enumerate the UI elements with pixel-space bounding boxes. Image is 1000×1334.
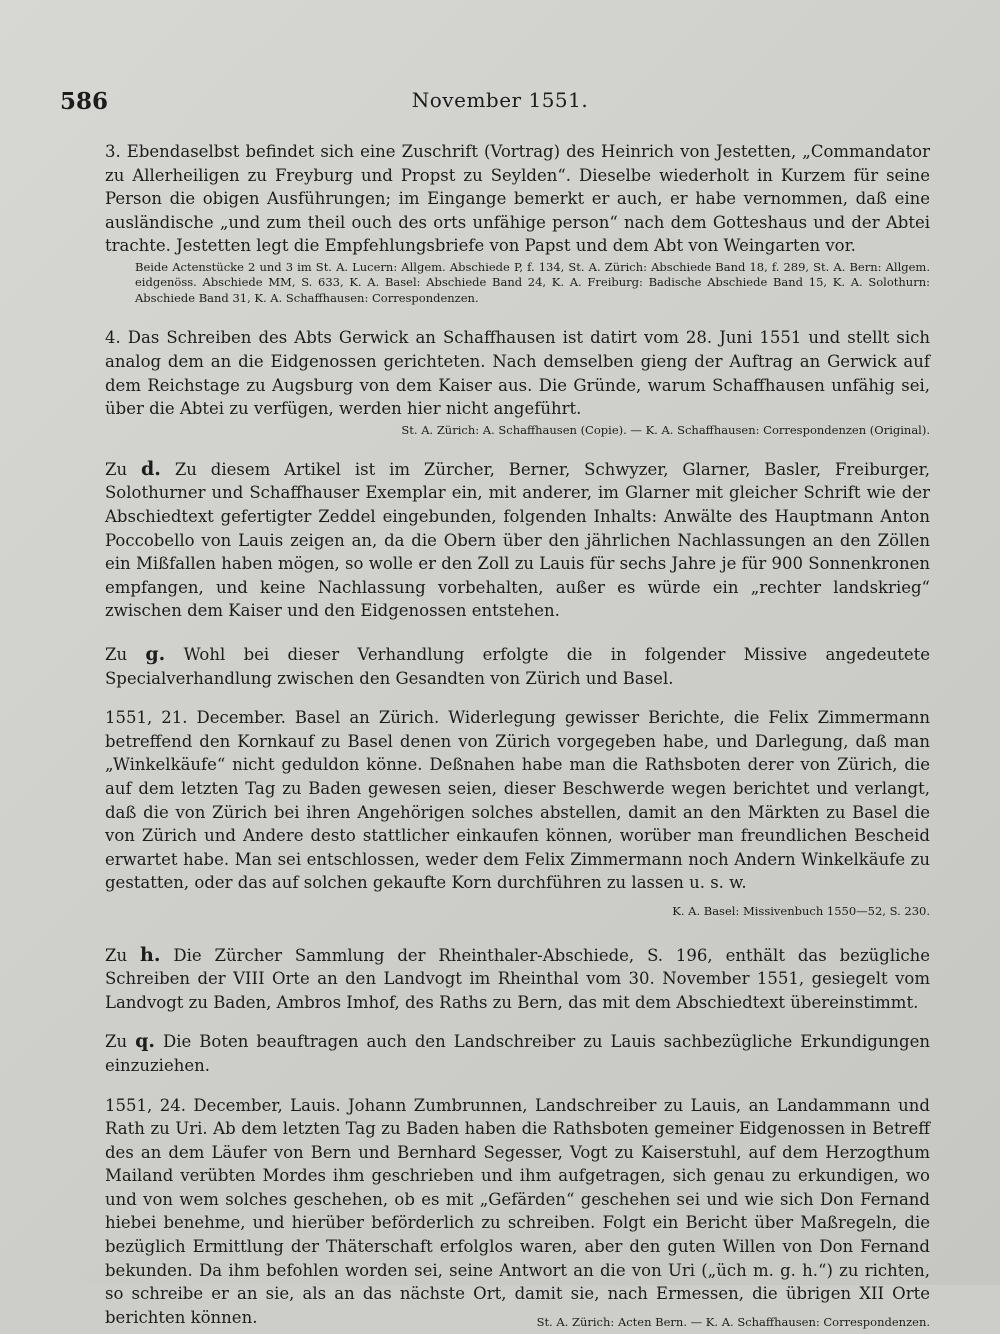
paragraph-zu-q [105,1030,930,1077]
zu-d-key: d. [141,457,161,480]
page-number: 586 [60,88,109,115]
zu-h-text: Die Zürcher Sammlung der Rheinthaler-Abschiede, S. 196, enthält das bezügliche Schreiben der VIII Orte an den Landvogt im Rheinthal vom 30. November 1551, gesiegelt vom Landvogt zu Baden, Ambros Imhof, des Raths zu Bern, das mit dem Abschiedtext übereinstimmt. [105,945,931,1012]
paragraph-3: 3. Ebendaselbst befindet sich eine Zuschrift (Vortrag) des Heinrich von Jestetten, „Commandator zu Allerheiligen zu Freyburg und Propst zu Seylden“. Dieselbe wiederholt in Kurzem für seine Person die obigen Ausführungen; im Eingange bemerkt er auch, er habe vernommen, daß eine ausländische „und zum theil ouch des orts unfähige person“ nach dem Gotteshaus und der Abtei trachte. Jestetten legt die Empfehlungsbriefe von Papst und dem Abt von Weingarten vor. [105,142,930,256]
zu-g-prefix: Zu [105,645,128,664]
zu-q-prefix: Zu [105,1032,128,1052]
zu-q-text: Die Boten beauftragen auch den Landschreiber zu Lauis sachbezügliche Erkundigungen einzuziehen. [105,1032,931,1075]
paragraph-1551-21-december [105,706,930,918]
paragraph-1551-24-december [105,1094,930,1330]
zu-h-prefix: Zu [105,945,128,965]
paragraph-4-source: St. A. Zürich: A. Schaffhausen (Copie). — K. A. Schaffhausen: Correspondenzen (Original). [401,422,930,437]
zu-d-text: Zu diesem Artikel ist im Zürcher, Berner, Schwyzer, Glarner, Basler, Freiburger, Solothurner und Schaffhauser Exemplar ein, mit anderer, im Glarner mit gleicher Schrift wie der Abschiedtext gefertigter Zeddel eingebunden, folgenden Inhalts: Anwälte des Hauptmann Anton Poccobello von Lauis zeigen an, da die Obern über den jährlichen Nachlassungen an den Zöllen ein Mißfallen haben mögen, so wolle er den Zoll zu Lauis für sechs Jahre je für 900 Sonnenkronen empfangen, und keine Nachlassung vorbehalten, außer es würde ein „rechter landskrieg“ zwischen dem Kaiser und den Eidgenossen entstehen. [105,459,931,621]
1551-24-december-source: St. A. Zürich: Acten Bern. — K. A. Schaffhausen: Correspondenzen. [536,1314,930,1329]
running-head: November 1551. [411,88,589,112]
1551-21-december-text: 1551, 21. December. Basel an Zürich. Widerlegung gewisser Berichte, die Felix Zimmermann betreffend den Kornkauf zu Basel denen von Zürich vorgegeben habe, und Darlegung, daß man „Winkelkäufe“ nicht geduldon könne. Deßnahen habe man die Rathsboten derer von Zürich, die auf dem letzten Tag zu Baden gewesen seien, dieser Beschwerde wegen berichtet und verlangt, daß die von Zürich bei ihren Angehörigen solches abstellen, damit an den Märkten zu Basel die von Zürich und Andere desto stattlicher einkaufen können, worüber man freundlichen Bescheid erwartet habe. Man sei entschlossen, weder dem Felix Zimmermann noch Andern Winkelkäufe zu gestatten, oder das auf solchen gekaufte Korn durchführen zu lassen u. s. w. [105,708,930,893]
paragraph-3-note: Beide Actenstücke 2 und 3 im St. A. Lucern: Allgem. Abschiede P, f. 134, St. A. Zürich: Abschiede Band 18, f. 289, St. A. Bern: Allgem. eidgenöss. Abschiede MM, S. 633, K. A. Basel: Abschiede Band 24, K. A. Freiburg: Badische Abschiede Band 15, K. A. Solothurn: Abschiede Band 31, K. A. Schaffhausen: Correspondenzen. [135,259,930,305]
1551-21-december-source: K. A. Basel: Missivenbuch 1550—52, S. 230. [672,903,930,918]
page-header [60,88,940,118]
zu-h-key: h. [140,943,161,966]
zu-g-key: g. [145,643,166,665]
paragraph-zu-g [105,643,930,690]
body-text [105,140,930,1334]
paragraph-zu-d [105,458,930,623]
paragraph-zu-h [105,944,930,1015]
zu-g-text: Wohl bei dieser Verhandlung erfolgte die in folgender Missive angedeutete Specialverhandlung zwischen den Gesandten von Zürich und Basel. [105,645,930,688]
zu-q-key: q. [135,1030,155,1053]
zu-d-prefix: Zu [105,459,128,479]
1551-24-december-text: 1551, 24. December, Lauis. Johann Zumbrunnen, Landschreiber zu Lauis, an Landammann und Rath zu Uri. Ab dem letzten Tag zu Baden haben die Rathsboten gemeiner Eidgenossen in Betreff des an dem Läufer von Bern und Bernhard Segesser, Vogt zu Kaiserstuhl, auf dem Herzogthum Mailand verübten Mordes ihm geschrieben und ihm aufgetragen, sich genau zu erkundigen, wo und von wem solches geschehen, ob es mit „Gefärden“ geschehen sei und wie sich Don Fernand hiebei benehme, und hierüber beförderlich zu schreiben. Folgt ein Bericht über Maßregeln, die bezüglich Ermittlung der Thäterschaft erfolglos waren, aber den guten Willen von Don Fernand bekunden. Da ihm befohlen worden sei, seine Antwort an die von Uri („üch m. g. h.“) zu richten, so schreibe er an sie, als an das nächste Ort, damit sie, nach Ermessen, die übrigen XII Orte berichten können. [105,1095,930,1327]
paragraph-4: 4. Das Schreiben des Abts Gerwick an Schaffhausen ist datirt vom 28. Juni 1551 und stellt sich analog dem an die Eidgenossen gerichteten. Nach demselben gieng der Auftrag an Gerwick auf dem Reichstage zu Augsburg von dem Kaiser aus. Die Gründe, warum Schaffhausen unfähig sei, über die Abtei zu verfügen, werden hier nicht angeführt. [105,328,930,419]
